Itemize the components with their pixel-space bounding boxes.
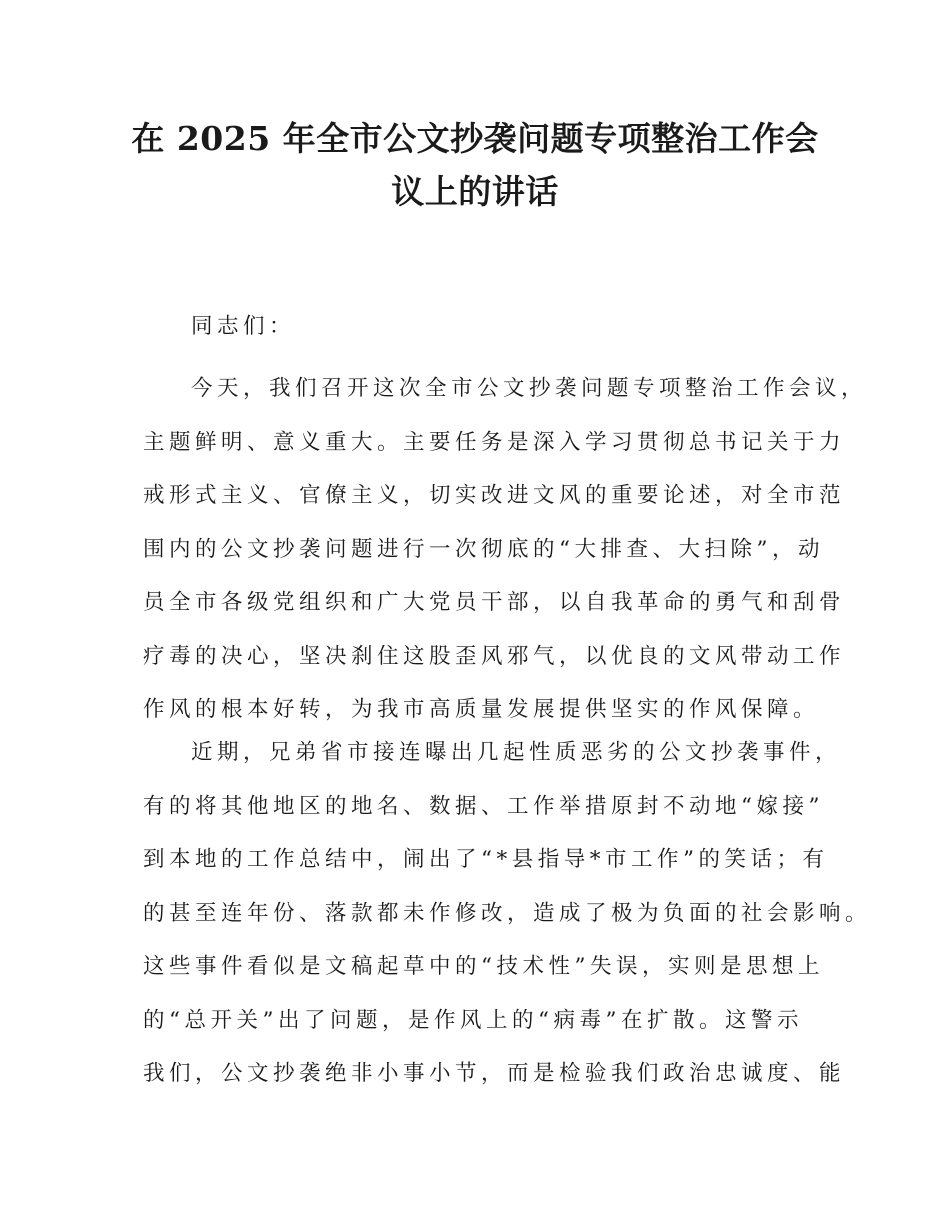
paragraph-line: 我们，公文抄袭绝非小事小节，而是检验我们政治忠诚度、能: [143, 1061, 846, 1086]
title-line: 议上的讲话: [391, 172, 559, 211]
paragraph-line: 到本地的工作总结中，闹出了“*县指导*市工作”的笑话；有: [143, 847, 829, 872]
paragraph-line: 围内的公文抄袭问题进行一次彻底的“大排查、大扫除”，动: [143, 536, 824, 562]
paragraph-line: 这些事件看似是文稿起草中的“技术性”失误，实则是思想上: [143, 954, 824, 979]
paragraph-line: 有的将其他地区的地名、数据、工作举措原封不动地“嫁接”: [143, 793, 824, 819]
paragraph-line: 员全市各级党组织和广大党员干部，以自我革命的勇气和刮骨: [143, 590, 846, 615]
paragraph-line: 的甚至连年份、落款都未作修改，造成了极为负面的社会影响。: [143, 900, 872, 926]
document-title: [130, 112, 820, 218]
paragraph-2: [143, 726, 872, 1101]
paragraph-line: 的“总开关”出了问题，是作风上的“病毒”在扩散。这警示: [143, 1007, 803, 1033]
paragraph-line: 疗毒的决心，坚决刹住这股歪风邪气，以优良的文风带动工作: [143, 643, 846, 669]
paragraph-line: 主题鲜明、意义重大。主要任务是深入学习贯彻总书记关于力: [143, 429, 846, 455]
paragraph-line: 作风的根本好转，为我市高质量发展提供坚实的作风保障。: [143, 697, 820, 722]
paragraph-line: 戒形式主义、官僚主义，切实改进文风的重要论述，对全市范: [143, 483, 846, 508]
greeting-text: 同志们：: [191, 314, 296, 339]
paragraph-1: [143, 362, 868, 737]
title-line: 在 2025 年全市公文抄袭问题专项整治工作会: [131, 119, 819, 158]
paragraph-line: 近期，兄弟省市接连曝出几起性质恶劣的公文抄袭事件，: [191, 740, 842, 765]
paragraph-line: 今天，我们召开这次全市公文抄袭问题专项整治工作会议，: [191, 376, 868, 401]
greeting: [143, 300, 815, 354]
